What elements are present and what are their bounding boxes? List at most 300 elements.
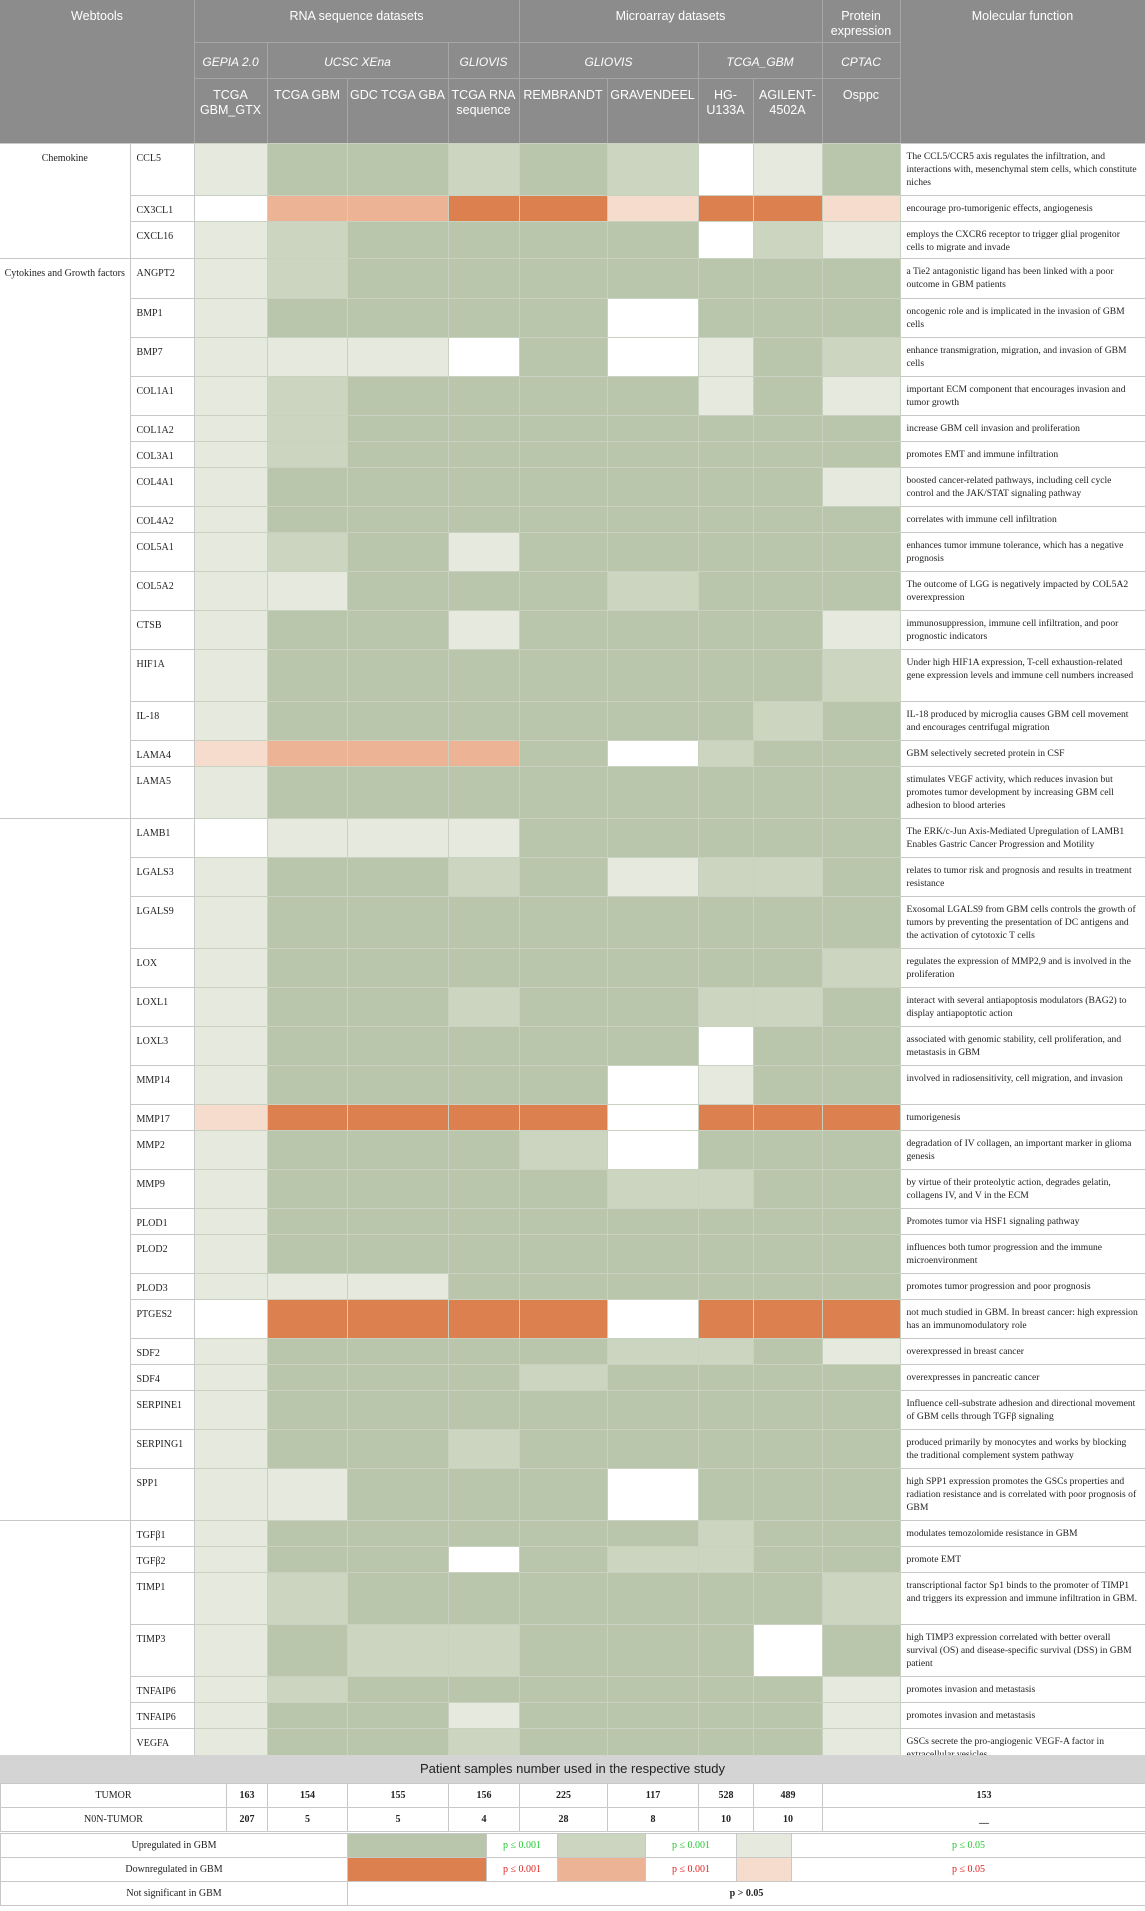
heat-cell (753, 1105, 822, 1131)
heat-cell (347, 819, 448, 858)
heat-cell (822, 650, 900, 702)
table-row (0, 442, 1145, 468)
heat-cell (698, 949, 753, 988)
heatmap-table (0, 143, 1145, 1768)
table-row (0, 858, 1145, 897)
tumor-count: 155 (348, 1784, 449, 1808)
heat-cell (822, 1170, 900, 1209)
heat-cell (267, 572, 347, 611)
gene-name: TNFAIP6 (130, 1677, 194, 1703)
heat-cell (267, 1105, 347, 1131)
heat-cell (519, 1677, 607, 1703)
legend-p-value: p ≤ 0.001 (646, 1834, 737, 1858)
molecular-function: The ERK/c-Jun Axis-Mediated Upregulation of LAMB1 Enables Gastric Cancer Progression and Motility (900, 819, 1145, 858)
heat-cell (267, 338, 347, 377)
legend-ns-row (1, 1882, 1145, 1906)
heat-cell (519, 338, 607, 377)
heat-cell (194, 299, 267, 338)
gene-name: TNFAIP6 (130, 1703, 194, 1729)
heat-cell (267, 1625, 347, 1677)
heat-cell (194, 572, 267, 611)
heat-cell (607, 1677, 698, 1703)
table-row (0, 650, 1145, 702)
heat-cell (448, 1573, 519, 1625)
table-row (0, 1209, 1145, 1235)
heat-cell (194, 1391, 267, 1430)
heat-cell (194, 1430, 267, 1469)
heat-cell (753, 507, 822, 533)
heat-cell (698, 1235, 753, 1274)
gene-name: COL4A1 (130, 468, 194, 507)
heat-cell (822, 1391, 900, 1430)
heat-cell (607, 299, 698, 338)
heat-cell (267, 858, 347, 897)
heat-cell (519, 1300, 607, 1339)
heat-cell (753, 767, 822, 819)
table-row (0, 897, 1145, 949)
gene-name: SDF4 (130, 1365, 194, 1391)
heat-cell (822, 572, 900, 611)
nontumor-count: 5 (348, 1808, 449, 1832)
molecular-function: important ECM component that encourages invasion and tumor growth (900, 377, 1145, 416)
heat-cell (448, 377, 519, 416)
table-row (0, 572, 1145, 611)
gene-name: PTGES2 (130, 1300, 194, 1339)
heat-cell (822, 1521, 900, 1547)
category-cell (0, 819, 130, 1521)
heat-cell (698, 1339, 753, 1365)
heat-cell (607, 533, 698, 572)
heat-cell (267, 611, 347, 650)
heat-cell (607, 741, 698, 767)
legend-down-label: Downregulated in GBM (1, 1858, 348, 1882)
heat-cell (607, 1209, 698, 1235)
heat-cell (267, 949, 347, 988)
legend-up-row (1, 1834, 1145, 1858)
heat-cell (698, 572, 753, 611)
heat-cell (194, 1339, 267, 1365)
molecular-function: influences both tumor progression and the immune microenvironment (900, 1235, 1145, 1274)
heat-cell (698, 819, 753, 858)
dataset-header: HG-U133A (706, 88, 745, 117)
gene-name: COL1A1 (130, 377, 194, 416)
heat-cell (698, 1677, 753, 1703)
heat-cell (698, 767, 753, 819)
heat-cell (519, 222, 607, 259)
heat-cell (448, 1339, 519, 1365)
heat-cell (607, 1547, 698, 1573)
heat-cell (753, 442, 822, 468)
heat-cell (519, 819, 607, 858)
heat-cell (347, 1547, 448, 1573)
heat-cell (607, 1430, 698, 1469)
table-row (0, 144, 1145, 196)
heat-cell (698, 1625, 753, 1677)
heat-cell (448, 1677, 519, 1703)
heat-cell (822, 1573, 900, 1625)
dataset-header: GRAVENDEEL (610, 88, 695, 102)
heat-cell (822, 819, 900, 858)
gene-name: COL5A2 (130, 572, 194, 611)
heat-cell (753, 819, 822, 858)
heat-cell (347, 611, 448, 650)
samples-table (0, 1783, 1145, 1832)
heat-cell (267, 1430, 347, 1469)
heat-cell (347, 222, 448, 259)
molecular-function: relates to tumor risk and prognosis and results in treatment resistance (900, 858, 1145, 897)
heat-cell (753, 377, 822, 416)
heat-cell (267, 1274, 347, 1300)
molecular-function: involved in radiosensitivity, cell migration, and invasion (900, 1066, 1145, 1105)
heat-cell (698, 650, 753, 702)
legend-ns-label: Not significant in GBM (1, 1882, 348, 1906)
heat-cell (448, 1521, 519, 1547)
molecular-function: IL-18 produced by microglia causes GBM cell movement and encourages centrifugal migration (900, 702, 1145, 741)
heat-cell (267, 1170, 347, 1209)
heat-cell (822, 702, 900, 741)
heat-cell (607, 468, 698, 507)
heat-cell (519, 1521, 607, 1547)
gene-name: LGALS9 (130, 897, 194, 949)
heat-cell (822, 1365, 900, 1391)
heat-cell (448, 1703, 519, 1729)
table-row (0, 259, 1145, 299)
molecular-function: a Tie2 antagonistic ligand has been linked with a poor outcome in GBM patients (900, 259, 1145, 299)
microarray-group-header: Microarray datasets (615, 9, 726, 23)
molecular-function: Influence cell-substrate adhesion and directional movement of GBM cells through TGFβ signaling (900, 1391, 1145, 1430)
nontumor-row (1, 1808, 1145, 1832)
table-row (0, 819, 1145, 858)
heat-cell (347, 196, 448, 222)
function-header: Molecular function (971, 9, 1074, 23)
heat-cell (267, 702, 347, 741)
heat-cell (347, 468, 448, 507)
legend-swatch-down-strong (348, 1858, 487, 1882)
category-cell: Cytokines and Growth factors (0, 259, 130, 819)
gene-name: COL5A1 (130, 533, 194, 572)
heat-cell (448, 572, 519, 611)
heat-cell (347, 897, 448, 949)
heat-cell (698, 299, 753, 338)
molecular-function: modulates temozolomide resistance in GBM (900, 1521, 1145, 1547)
molecular-function: promotes tumor progression and poor prognosis (900, 1274, 1145, 1300)
heat-cell (448, 819, 519, 858)
heat-cell (347, 1430, 448, 1469)
heat-cell (448, 144, 519, 196)
heat-cell (607, 222, 698, 259)
table-row (0, 1573, 1145, 1625)
table-row (0, 1521, 1145, 1547)
molecular-function: Exosomal LGALS9 from GBM cells controls the growth of tumors by preventing the presentation of DC antigens and the activation of cytotoxic T cells (900, 897, 1145, 949)
heat-cell (347, 572, 448, 611)
heat-cell (347, 1274, 448, 1300)
heat-cell (822, 377, 900, 416)
legend-down-row (1, 1858, 1145, 1882)
heat-cell (519, 1469, 607, 1521)
dataset-header: GDC TCGA GBA (350, 88, 445, 102)
heat-cell (822, 338, 900, 377)
heat-cell (698, 1469, 753, 1521)
table-row (0, 611, 1145, 650)
heat-cell (267, 196, 347, 222)
heat-cell (194, 650, 267, 702)
heat-cell (607, 767, 698, 819)
table-row (0, 702, 1145, 741)
heat-cell (607, 1235, 698, 1274)
heat-cell (698, 144, 753, 196)
heat-cell (753, 858, 822, 897)
heat-cell (194, 1027, 267, 1066)
molecular-function: boosted cancer-related pathways, including cell cycle control and the JAK/STAT signaling pathway (900, 468, 1145, 507)
heat-cell (822, 1469, 900, 1521)
heat-cell (753, 1274, 822, 1300)
tumor-count: 225 (520, 1784, 608, 1808)
heat-cell (448, 988, 519, 1027)
heat-cell (347, 767, 448, 819)
heat-cell (347, 416, 448, 442)
heat-cell (194, 1703, 267, 1729)
heat-cell (347, 949, 448, 988)
heat-cell (267, 650, 347, 702)
gene-name: COL3A1 (130, 442, 194, 468)
heat-cell (698, 988, 753, 1027)
heat-cell (194, 1625, 267, 1677)
molecular-function: overexpresses in pancreatic cancer (900, 1365, 1145, 1391)
nontumor-count: 4 (449, 1808, 520, 1832)
heat-cell (607, 416, 698, 442)
heat-cell (194, 1235, 267, 1274)
heat-cell (698, 858, 753, 897)
heat-cell (607, 1066, 698, 1105)
heat-cell (753, 741, 822, 767)
legend-up-label: Upregulated in GBM (1, 1834, 348, 1858)
heat-cell (267, 1209, 347, 1235)
heat-cell (347, 338, 448, 377)
molecular-function: Under high HIF1A expression, T-cell exhaustion-related gene expression levels and immune cell numbers increased (900, 650, 1145, 702)
heat-cell (194, 767, 267, 819)
heat-cell (822, 1339, 900, 1365)
heat-cell (267, 299, 347, 338)
heat-cell (753, 1235, 822, 1274)
heat-cell (607, 988, 698, 1027)
heat-cell (448, 1066, 519, 1105)
heat-cell (607, 1131, 698, 1170)
heat-cell (607, 196, 698, 222)
gene-name: VEGFA (130, 1729, 194, 1768)
heat-cell (519, 1573, 607, 1625)
gene-name: TGFβ1 (130, 1521, 194, 1547)
table-row (0, 988, 1145, 1027)
heat-cell (519, 1703, 607, 1729)
heat-cell (698, 1170, 753, 1209)
heat-cell (822, 1131, 900, 1170)
heat-cell (607, 442, 698, 468)
heat-cell (347, 1027, 448, 1066)
heat-cell (698, 1027, 753, 1066)
table-row (0, 1131, 1145, 1170)
heat-cell (347, 858, 448, 897)
heat-cell (519, 377, 607, 416)
tumor-count: 117 (608, 1784, 699, 1808)
heat-cell (267, 1391, 347, 1430)
heat-cell (448, 949, 519, 988)
heat-cell (448, 1131, 519, 1170)
heat-cell (519, 1430, 607, 1469)
heat-cell (519, 1547, 607, 1573)
gene-name: PLOD3 (130, 1274, 194, 1300)
molecular-function: high TIMP3 expression correlated with better overall survival (OS) and disease-specific survival (DSS) in GBM patient (900, 1625, 1145, 1677)
heat-cell (698, 1573, 753, 1625)
heat-cell (448, 1209, 519, 1235)
heat-cell (267, 1066, 347, 1105)
heat-cell (607, 650, 698, 702)
heat-cell (194, 442, 267, 468)
table-row (0, 299, 1145, 338)
table-row (0, 1339, 1145, 1365)
heat-cell (347, 1339, 448, 1365)
heat-cell (267, 1677, 347, 1703)
table-row (0, 1547, 1145, 1573)
heat-cell (753, 468, 822, 507)
heat-cell (267, 377, 347, 416)
heat-cell (822, 1235, 900, 1274)
heat-cell (267, 1131, 347, 1170)
heat-cell (448, 1235, 519, 1274)
molecular-function: produced primarily by monocytes and works by blocking the traditional complement system pathway (900, 1430, 1145, 1469)
table-row (0, 222, 1145, 259)
heat-cell (448, 416, 519, 442)
gene-name: LOX (130, 949, 194, 988)
heat-cell (698, 741, 753, 767)
heat-cell (194, 1547, 267, 1573)
heat-cell (448, 1274, 519, 1300)
table-row (0, 507, 1145, 533)
heat-cell (822, 1625, 900, 1677)
heat-cell (448, 650, 519, 702)
heat-cell (822, 1300, 900, 1339)
gene-name: LAMB1 (130, 819, 194, 858)
nontumor-count: 10 (754, 1808, 823, 1832)
heat-cell (698, 338, 753, 377)
heat-cell (267, 533, 347, 572)
heat-cell (753, 650, 822, 702)
heat-cell (267, 1703, 347, 1729)
nontumor-count: __ (823, 1808, 1145, 1832)
heat-cell (607, 897, 698, 949)
heat-cell (194, 222, 267, 259)
heat-cell (698, 897, 753, 949)
table-row (0, 533, 1145, 572)
heat-cell (347, 650, 448, 702)
nontumor-count: 10 (699, 1808, 754, 1832)
table-row (0, 1274, 1145, 1300)
heat-cell (448, 767, 519, 819)
heat-cell (822, 144, 900, 196)
heat-cell (267, 1235, 347, 1274)
molecular-function: overexpressed in breast cancer (900, 1339, 1145, 1365)
heat-cell (347, 299, 448, 338)
heat-cell (822, 741, 900, 767)
heat-cell (519, 144, 607, 196)
heat-cell (519, 196, 607, 222)
heat-cell (698, 1209, 753, 1235)
gene-name: BMP1 (130, 299, 194, 338)
heat-cell (698, 1703, 753, 1729)
molecular-function: associated with genomic stability, cell proliferation, and metastasis in GBM (900, 1027, 1145, 1066)
heat-cell (267, 1547, 347, 1573)
molecular-function: promotes EMT and immune infiltration (900, 442, 1145, 468)
heat-cell (267, 1339, 347, 1365)
heat-cell (519, 897, 607, 949)
heat-cell (607, 949, 698, 988)
legend-table (0, 1833, 1145, 1906)
heat-cell (698, 702, 753, 741)
heat-cell (753, 611, 822, 650)
nontumor-label: N0N-TUMOR (1, 1808, 227, 1832)
tool-ucsc: UCSC XEna (324, 55, 391, 69)
heat-cell (753, 897, 822, 949)
gene-name: LAMA5 (130, 767, 194, 819)
heat-cell (607, 1365, 698, 1391)
legend-swatch-down-mid (558, 1858, 646, 1882)
heat-cell (519, 1170, 607, 1209)
heat-cell (519, 650, 607, 702)
molecular-function: increase GBM cell invasion and proliferation (900, 416, 1145, 442)
table-row (0, 196, 1145, 222)
molecular-function: by virtue of their proteolytic action, degrades gelatin, collagens IV, and V in the ECM (900, 1170, 1145, 1209)
molecular-function: high SPP1 expression promotes the GSCs properties and radiation resistance and is correlated with poor prognosis of GBM (900, 1469, 1145, 1521)
dataset-header: TCGA RNA sequence (451, 88, 516, 117)
heat-cell (753, 1339, 822, 1365)
gene-name: MMP14 (130, 1066, 194, 1105)
heat-cell (519, 468, 607, 507)
table-row (0, 1170, 1145, 1209)
heat-cell (194, 858, 267, 897)
molecular-function: oncogenic role and is implicated in the invasion of GBM cells (900, 299, 1145, 338)
heat-cell (753, 1066, 822, 1105)
heat-cell (267, 468, 347, 507)
heat-cell (347, 1391, 448, 1430)
heat-cell (347, 1066, 448, 1105)
heat-cell (448, 1430, 519, 1469)
heat-cell (698, 507, 753, 533)
heat-cell (607, 338, 698, 377)
heat-cell (194, 819, 267, 858)
rna-group-header: RNA sequence datasets (289, 9, 424, 23)
gene-name: HIF1A (130, 650, 194, 702)
table-row (0, 468, 1145, 507)
table-row (0, 1365, 1145, 1391)
heat-cell (448, 299, 519, 338)
heat-cell (194, 1066, 267, 1105)
gene-name: TGFβ2 (130, 1547, 194, 1573)
heat-cell (519, 507, 607, 533)
heat-cell (347, 1105, 448, 1131)
gene-name: LGALS3 (130, 858, 194, 897)
molecular-function: GBM selectively secreted protein in CSF (900, 741, 1145, 767)
table-row (0, 1105, 1145, 1131)
heat-cell (822, 299, 900, 338)
heat-cell (753, 1521, 822, 1547)
heat-cell (607, 572, 698, 611)
legend-p-value: p ≤ 0.05 (792, 1858, 1145, 1882)
heat-cell (822, 468, 900, 507)
dataset-header: AGILENT-4502A (759, 88, 816, 117)
dataset-header: TCGA GBM (274, 88, 340, 102)
nontumor-count: 5 (268, 1808, 348, 1832)
heat-cell (753, 299, 822, 338)
heat-cell (519, 741, 607, 767)
